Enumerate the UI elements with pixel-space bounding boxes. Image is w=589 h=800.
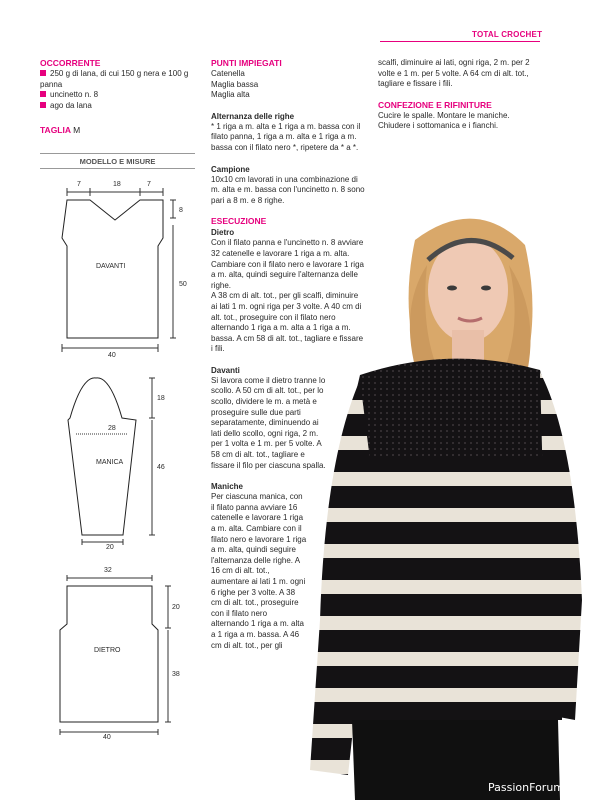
esecuzione-title: ESECUZIONE xyxy=(211,216,267,227)
material-item: ago da lana xyxy=(40,101,200,112)
campione-title: Campione xyxy=(211,164,250,174)
confezione-text: Cucire le spalle. Montare le maniche. Chiudere i sottomanica e i fianchi. xyxy=(378,110,510,131)
material-item: 250 g di lana, di cui 150 g nera e 100 g panna xyxy=(40,69,189,89)
punti-title: PUNTI IMPIEGATI xyxy=(211,58,282,68)
bullet-icon xyxy=(40,70,46,76)
manica-label-cap: 18 xyxy=(157,395,165,402)
diagram-rule-bottom xyxy=(40,168,195,169)
model-photo xyxy=(300,200,589,800)
dietro-text-1: Con il filato panna e l'uncinetto n. 8 avviare 32 catenelle e lavorare 1 riga a m. alta. Cambiare con il filato nero e lavorare 1 riga a m. alta, quindi seguire l'alternanza delle righe. xyxy=(211,238,364,290)
diagram-title: MODELLO E MISURE xyxy=(79,157,156,166)
davanti-label-height: 50 xyxy=(179,281,187,288)
dietro-label-arm: 20 xyxy=(172,604,180,611)
stitch-item: Maglia bassa xyxy=(211,79,259,89)
davanti-label-left: 7 xyxy=(77,181,81,188)
stitch-item: Maglia alta xyxy=(211,90,250,100)
davanti-label-mid: 18 xyxy=(113,181,121,188)
finishing-column xyxy=(378,58,540,132)
dietro-label-width: 40 xyxy=(103,734,111,741)
manica-name: MANICA xyxy=(96,459,124,466)
magazine-header: TOTAL CROCHET xyxy=(472,30,543,39)
maniche-title: Maniche xyxy=(211,482,244,492)
taglia: TAGLIA M xyxy=(40,125,81,136)
material-item: uncinetto n. 8 xyxy=(40,90,200,101)
alternanza-title: Alternanza delle righe xyxy=(211,111,295,121)
bullet-icon xyxy=(40,102,46,108)
davanti-text: Si lavora come il dietro tranne lo scollo. A 50 cm di alt. tot., per lo scollo, dividere le m. a metà e proseguire sulle due parti separatamente, diminuendo ai lati dello scollo, ogni riga, 2 m. per 1 volta e 1 m. per 5 volte. A 58 cm di alt. tot., tagliare e fissare il filo per ciascuna spalla. xyxy=(211,375,326,470)
davanti-label-width: 40 xyxy=(108,352,116,359)
maniche-text: Per ciascuna manica, con il filato panna avviare 16 catenelle e lavorare 1 riga a m. alta. Cambiare con il filato nero e lavorare 1 riga a m. alta, quindi seguire l'alternanza delle righe. A 16 cm di alt. tot., aumentare ai lati 1 m. ogni 6 righe per 3 volte. A 38 cm di alt. tot., proseguire con il filato nero alternando 1 riga a m. alta a 1 riga a m. bassa. A 46 cm di alt. tot., per gli xyxy=(211,492,307,650)
diagram-rule-top xyxy=(40,153,195,154)
manica-label-length: 46 xyxy=(157,464,165,471)
dietro-label-top: 32 xyxy=(104,567,112,574)
bullet-icon xyxy=(40,91,46,97)
davanti-label-neck: 8 xyxy=(179,207,183,214)
campione-text: 10x10 cm lavorati in una combinazione di m. alta e m. bassa con l'uncinetto n. 8 sono pari a 8 m. e 8 righe. xyxy=(211,174,365,205)
manica-label-bottom: 20 xyxy=(106,544,114,551)
stitch-item: Catenella xyxy=(211,69,245,78)
manica-label-top: 28 xyxy=(108,425,116,432)
continuation-text: scalfi, diminuire ai lati, ogni riga, 2 m. per 2 volte e 1 m. per 5 volte. A 64 cm di alt. tot., tagliare e fissare i fili. xyxy=(378,58,530,89)
alternanza-text: * 1 riga a m. alta e 1 riga a m. bassa con il filato panna, 1 riga a m. alta e 1 riga a m. bassa con il filato nero *, ripetere da * a *. xyxy=(211,121,361,152)
confezione-title: CONFEZIONE E RIFINITURE xyxy=(378,99,492,110)
materials-column xyxy=(40,58,200,136)
dietro-name: DIETRO xyxy=(94,647,121,654)
davanti-label-right: 7 xyxy=(147,181,151,188)
dietro-label-height: 38 xyxy=(172,671,180,678)
watermark: PassionForum.ru xyxy=(488,781,579,794)
dietro-text-2: A 38 cm di alt. tot., per gli scalfi, diminuire ai lati 1 m. ogni riga per 3 volte. A 40 cm di alt. tot., proseguire con il filato nero alternando 1 riga a m. alta a 1 riga a m. bassa. A cm 58 di alt. tot., tagliare e fissare i fili. xyxy=(211,291,364,354)
dietro-title: Dietro xyxy=(211,228,235,238)
davanti-name: DAVANTI xyxy=(96,263,126,270)
header-rule xyxy=(380,41,540,42)
davanti-title: Davanti xyxy=(211,365,240,375)
occorrente-title: OCCORRENTE xyxy=(40,58,101,68)
